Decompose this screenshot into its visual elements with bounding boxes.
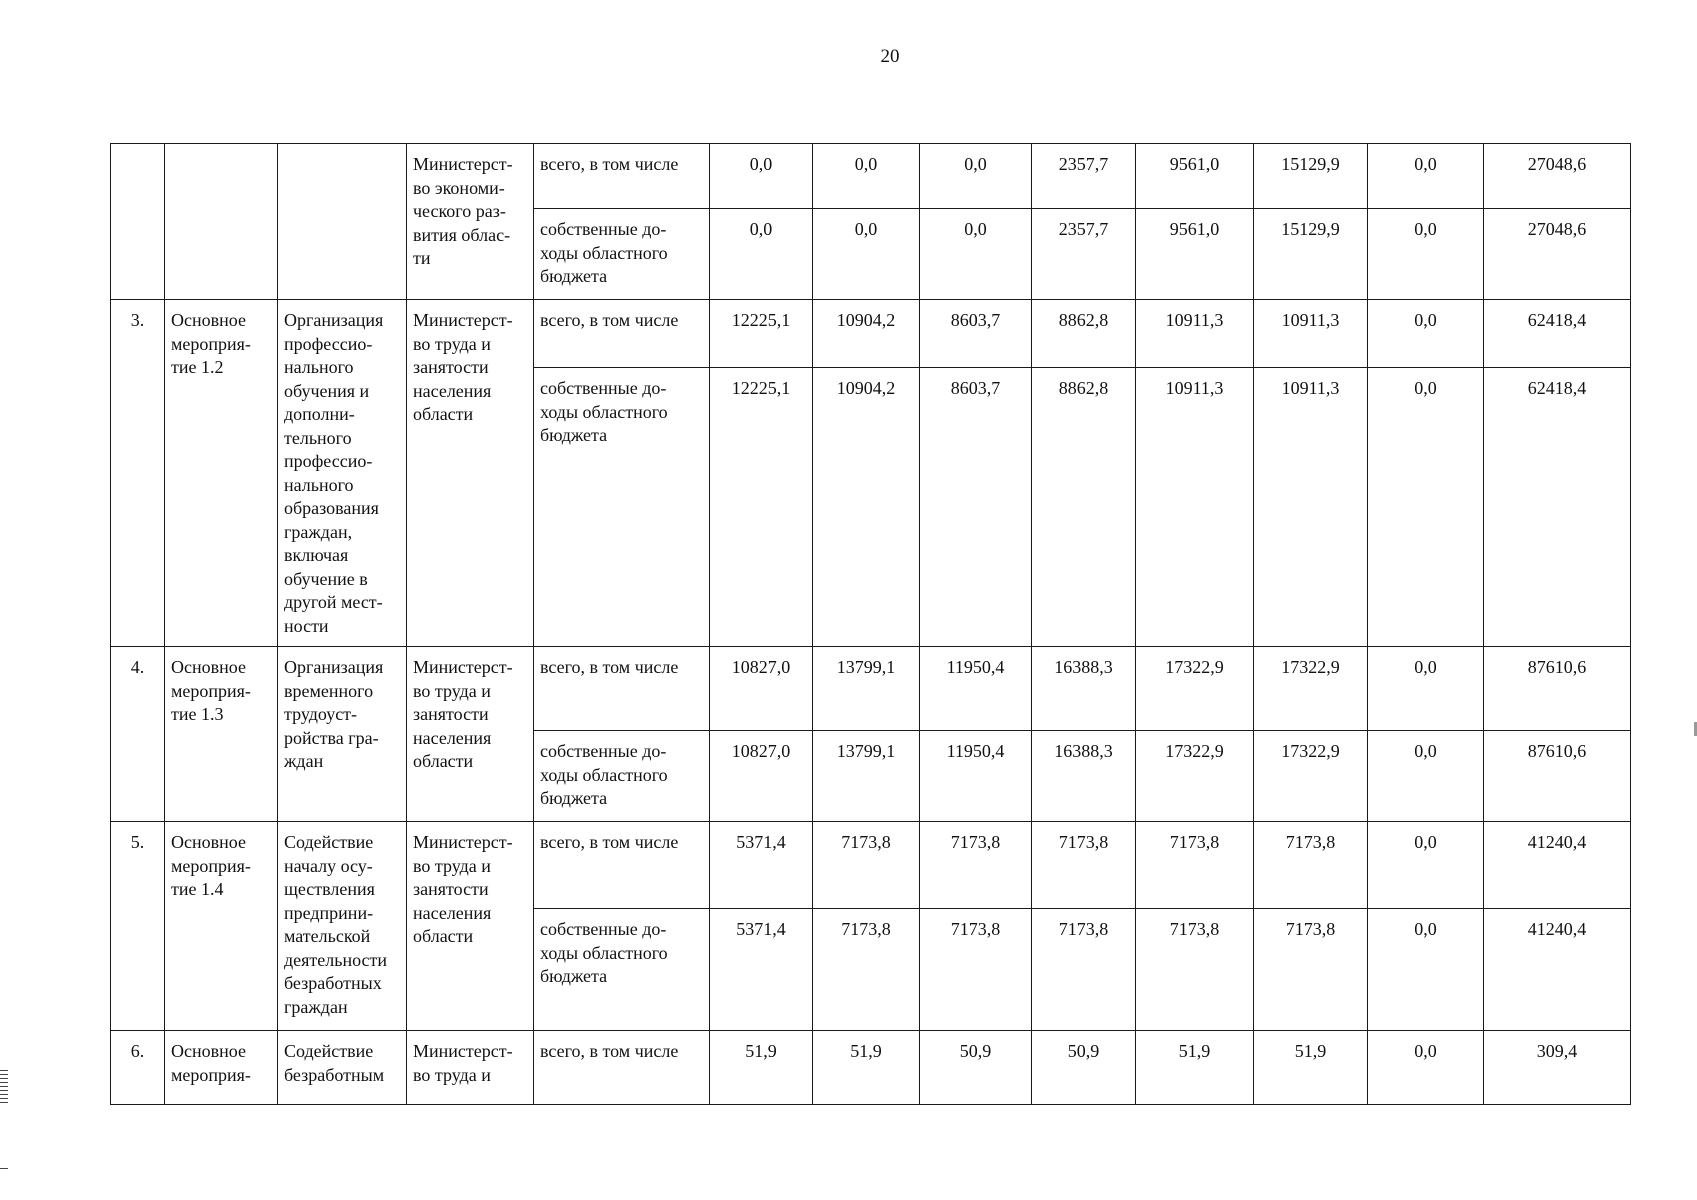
row-number-cell: 5. bbox=[111, 822, 165, 1031]
amount-cell: 10911,3 bbox=[1254, 368, 1368, 647]
amount-cell: 27048,6 bbox=[1484, 144, 1631, 209]
activity-type-cell: Основное мероприя-тие 1.3 bbox=[165, 647, 278, 822]
amount-cell: 62418,4 bbox=[1484, 300, 1631, 368]
amount-cell: 7173,8 bbox=[813, 909, 920, 1031]
amount-cell: 11950,4 bbox=[920, 731, 1032, 822]
row-number-cell: 4. bbox=[111, 647, 165, 822]
amount-cell: 16388,3 bbox=[1032, 731, 1136, 822]
amount-cell: 0,0 bbox=[1368, 731, 1484, 822]
amount-cell: 8603,7 bbox=[920, 368, 1032, 647]
amount-cell: 17322,9 bbox=[1254, 731, 1368, 822]
amount-cell: 13799,1 bbox=[813, 647, 920, 731]
amount-cell: 87610,6 bbox=[1484, 647, 1631, 731]
budget-table bbox=[110, 143, 1631, 1105]
amount-cell: 11950,4 bbox=[920, 647, 1032, 731]
amount-cell: 8862,8 bbox=[1032, 368, 1136, 647]
row-number-cell: 3. bbox=[111, 300, 165, 647]
amount-cell: 17322,9 bbox=[1254, 647, 1368, 731]
amount-cell: 9561,0 bbox=[1136, 209, 1254, 300]
activity-type-cell: Основное мероприя-тие 1.2 bbox=[165, 300, 278, 647]
amount-cell: 51,9 bbox=[813, 1031, 920, 1105]
amount-cell: 7173,8 bbox=[1136, 822, 1254, 909]
amount-cell: 7173,8 bbox=[1032, 909, 1136, 1031]
amount-cell: 2357,7 bbox=[1032, 144, 1136, 209]
amount-cell: 2357,7 bbox=[1032, 209, 1136, 300]
amount-cell: 50,9 bbox=[1032, 1031, 1136, 1105]
executor-cell: Министерст-во труда и занятости населения области bbox=[407, 822, 534, 1031]
amount-cell: 16388,3 bbox=[1032, 647, 1136, 731]
amount-cell: 0,0 bbox=[1368, 909, 1484, 1031]
amount-cell: 87610,6 bbox=[1484, 731, 1631, 822]
amount-cell: 7173,8 bbox=[1032, 822, 1136, 909]
amount-cell: 0,0 bbox=[813, 144, 920, 209]
scan-edge-mark bbox=[0, 1070, 8, 1104]
amount-cell: 0,0 bbox=[710, 209, 813, 300]
amount-cell: 0,0 bbox=[813, 209, 920, 300]
row-number-cell bbox=[111, 144, 165, 300]
funding-source-cell: всего, в том числе bbox=[534, 300, 710, 368]
activity-type-cell: Основное мероприя- bbox=[165, 1031, 278, 1105]
amount-cell: 51,9 bbox=[1136, 1031, 1254, 1105]
amount-cell: 0,0 bbox=[1368, 1031, 1484, 1105]
executor-cell: Министерст-во экономи-ческого раз-вития облас-ти bbox=[407, 144, 534, 300]
amount-cell: 10911,3 bbox=[1254, 300, 1368, 368]
amount-cell: 0,0 bbox=[1368, 209, 1484, 300]
amount-cell: 309,4 bbox=[1484, 1031, 1631, 1105]
amount-cell: 0,0 bbox=[1368, 647, 1484, 731]
amount-cell: 17322,9 bbox=[1136, 647, 1254, 731]
amount-cell: 15129,9 bbox=[1254, 144, 1368, 209]
funding-source-cell: собственные до-ходы областного бюджета bbox=[534, 731, 710, 822]
table-row bbox=[111, 1031, 1631, 1105]
amount-cell: 5371,4 bbox=[710, 909, 813, 1031]
amount-cell: 13799,1 bbox=[813, 731, 920, 822]
executor-cell: Министерст-во труда и занятости населения области bbox=[407, 647, 534, 822]
scan-edge-mark bbox=[0, 1168, 8, 1169]
table-row bbox=[111, 822, 1631, 909]
amount-cell: 7173,8 bbox=[920, 822, 1032, 909]
executor-cell: Министерст-во труда и занятости населения области bbox=[407, 300, 534, 647]
amount-cell: 10827,0 bbox=[710, 731, 813, 822]
table-row bbox=[111, 300, 1631, 368]
amount-cell: 41240,4 bbox=[1484, 822, 1631, 909]
table-row bbox=[111, 647, 1631, 731]
amount-cell: 0,0 bbox=[710, 144, 813, 209]
amount-cell: 0,0 bbox=[1368, 368, 1484, 647]
funding-source-cell: всего, в том числе bbox=[534, 144, 710, 209]
amount-cell: 7173,8 bbox=[813, 822, 920, 909]
amount-cell: 15129,9 bbox=[1254, 209, 1368, 300]
amount-cell: 41240,4 bbox=[1484, 909, 1631, 1031]
amount-cell: 0,0 bbox=[1368, 822, 1484, 909]
amount-cell: 0,0 bbox=[920, 144, 1032, 209]
activity-title-cell: Организация профессио-нального обучения и дополни-тельного профессио-нального образования граждан, включая обучение в другой мест-ности bbox=[278, 300, 407, 647]
funding-source-cell: собственные до-ходы областного бюджета bbox=[534, 909, 710, 1031]
amount-cell: 27048,6 bbox=[1484, 209, 1631, 300]
amount-cell: 10904,2 bbox=[813, 300, 920, 368]
row-number-cell: 6. bbox=[111, 1031, 165, 1105]
amount-cell: 7173,8 bbox=[920, 909, 1032, 1031]
amount-cell: 10911,3 bbox=[1136, 300, 1254, 368]
activity-title-cell: Содействие началу осу-ществления предприни-мательской деятельности безработных граждан bbox=[278, 822, 407, 1031]
amount-cell: 10827,0 bbox=[710, 647, 813, 731]
activity-title-cell: Организация временного трудоуст-ройства гра-ждан bbox=[278, 647, 407, 822]
amount-cell: 17322,9 bbox=[1136, 731, 1254, 822]
amount-cell: 0,0 bbox=[920, 209, 1032, 300]
amount-cell: 10904,2 bbox=[813, 368, 920, 647]
funding-source-cell: всего, в том числе bbox=[534, 647, 710, 731]
table-body bbox=[111, 144, 1631, 1105]
amount-cell: 7173,8 bbox=[1254, 909, 1368, 1031]
executor-cell: Министерст-во труда и bbox=[407, 1031, 534, 1105]
amount-cell: 0,0 bbox=[1368, 300, 1484, 368]
page-number: 20 bbox=[880, 46, 900, 67]
funding-source-cell: всего, в том числе bbox=[534, 822, 710, 909]
amount-cell: 0,0 bbox=[1368, 144, 1484, 209]
amount-cell: 12225,1 bbox=[710, 300, 813, 368]
table-row bbox=[111, 144, 1631, 209]
amount-cell: 50,9 bbox=[920, 1031, 1032, 1105]
amount-cell: 51,9 bbox=[710, 1031, 813, 1105]
activity-type-cell: Основное мероприя-тие 1.4 bbox=[165, 822, 278, 1031]
activity-title-cell: Содействие безработным bbox=[278, 1031, 407, 1105]
amount-cell: 8862,8 bbox=[1032, 300, 1136, 368]
funding-source-cell: собственные до-ходы областного бюджета bbox=[534, 209, 710, 300]
amount-cell: 12225,1 bbox=[710, 368, 813, 647]
amount-cell: 51,9 bbox=[1254, 1031, 1368, 1105]
amount-cell: 8603,7 bbox=[920, 300, 1032, 368]
funding-source-cell: собственные до-ходы областного бюджета bbox=[534, 368, 710, 647]
activity-title-cell bbox=[278, 144, 407, 300]
amount-cell: 9561,0 bbox=[1136, 144, 1254, 209]
amount-cell: 7173,8 bbox=[1136, 909, 1254, 1031]
amount-cell: 7173,8 bbox=[1254, 822, 1368, 909]
amount-cell: 5371,4 bbox=[710, 822, 813, 909]
amount-cell: 62418,4 bbox=[1484, 368, 1631, 647]
amount-cell: 10911,3 bbox=[1136, 368, 1254, 647]
activity-type-cell bbox=[165, 144, 278, 300]
funding-source-cell: всего, в том числе bbox=[534, 1031, 710, 1105]
